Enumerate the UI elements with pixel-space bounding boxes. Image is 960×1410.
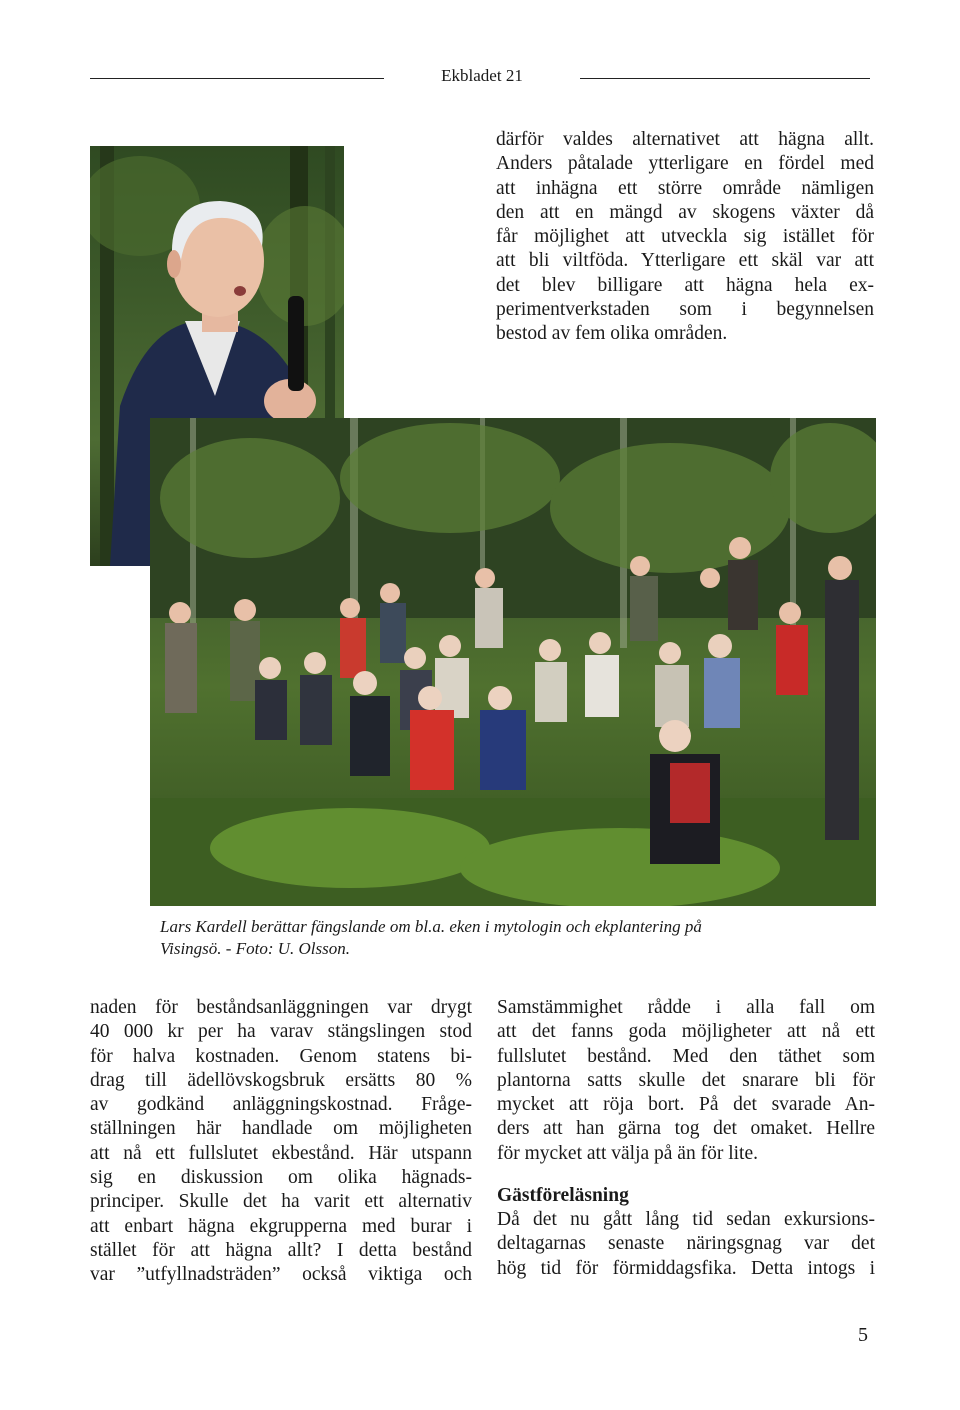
text-line: ders att han gärna tog det omaket. Hellre <box>497 1118 875 1140</box>
right-column <box>497 996 875 1281</box>
caption-line: Visingsö. - Foto: U. Olsson. <box>160 939 350 958</box>
left-column <box>90 996 472 1288</box>
text-line: för mycket att välja på än för lite. <box>497 1142 758 1164</box>
text-line: sig en diskussion om olika hägnads- <box>90 1167 472 1189</box>
text-line: av godkänd anläggningskostnad. Fråge- <box>90 1094 472 1116</box>
audience-photo <box>150 418 876 906</box>
page-number: 5 <box>858 1324 868 1346</box>
text-line: att nå ett fullslutet ekbestånd. Här utspann <box>90 1142 472 1164</box>
top-paragraph <box>496 128 874 347</box>
header-rule-left <box>90 78 384 79</box>
caption-line: Lars Kardell berättar fängslande om bl.a. eken i mytologin och ekplantering på <box>160 917 702 936</box>
text-line: för halva kostnaden. Genom statens bi- <box>90 1045 472 1067</box>
text-line: att enbart hägna ekgrupperna med burar i <box>90 1215 472 1237</box>
header-rule-right <box>580 78 870 79</box>
text-line: Anders påtalade ytterligare en fördel med <box>496 153 874 175</box>
text-line: 40 000 kr per ha varav stängslingen stod <box>90 1021 472 1043</box>
text-line: det blev billigare att hägna hela ex- <box>496 274 874 296</box>
text-line: naden för beståndsanläggningen var drygt <box>90 997 472 1018</box>
text-line: stället för att hägna allt? I detta bestånd <box>90 1239 472 1261</box>
text-line: får möjlighet att utveckla sig istället för <box>496 226 874 248</box>
text-line: därför valdes alternativet att hägna allt. <box>496 129 874 150</box>
text-line: Då det nu gått lång tid sedan exkursions- <box>497 1209 875 1231</box>
text-line: hög tid för förmiddagsfika. Detta intogs i <box>497 1257 875 1279</box>
text-line: mycket att röja bort. På det svarade An- <box>497 1094 875 1116</box>
text-line: att inhägna ett större område nämligen <box>496 177 874 199</box>
running-head: Ekbladet 21 <box>441 66 523 85</box>
text-line: bestod av fem olika områden. <box>496 323 728 345</box>
text-line: Samstämmighet rådde i alla fall om <box>497 997 875 1018</box>
text-line: att det fanns goda möjligheter att nå ett <box>497 1021 875 1043</box>
text-line: perimentverkstaden som i begynnelsen <box>496 299 874 321</box>
photo-caption <box>160 916 876 960</box>
text-line: principer. Skulle det ha varit ett alternativ <box>90 1191 472 1213</box>
text-line: var ”utfyllnadsträden” också viktiga och <box>90 1264 472 1286</box>
section-heading: Gästföreläsning <box>497 1185 629 1207</box>
text-line: att bli viltföda. Ytterligare ett skäl var att <box>496 250 874 272</box>
text-line: den att en mängd av skogens växter då <box>496 201 874 223</box>
text-line: fullslutet bestånd. Med den täthet som <box>497 1045 875 1067</box>
text-line: drag till ädellövskogsbruk ersätts 80 % <box>90 1069 472 1091</box>
text-line: ställningen här handlade om möjligheten <box>90 1118 472 1140</box>
text-line: plantorna satts skulle det snarare bli för <box>497 1069 875 1091</box>
text-line: deltagarnas senaste näringsgnag var det <box>497 1233 875 1255</box>
